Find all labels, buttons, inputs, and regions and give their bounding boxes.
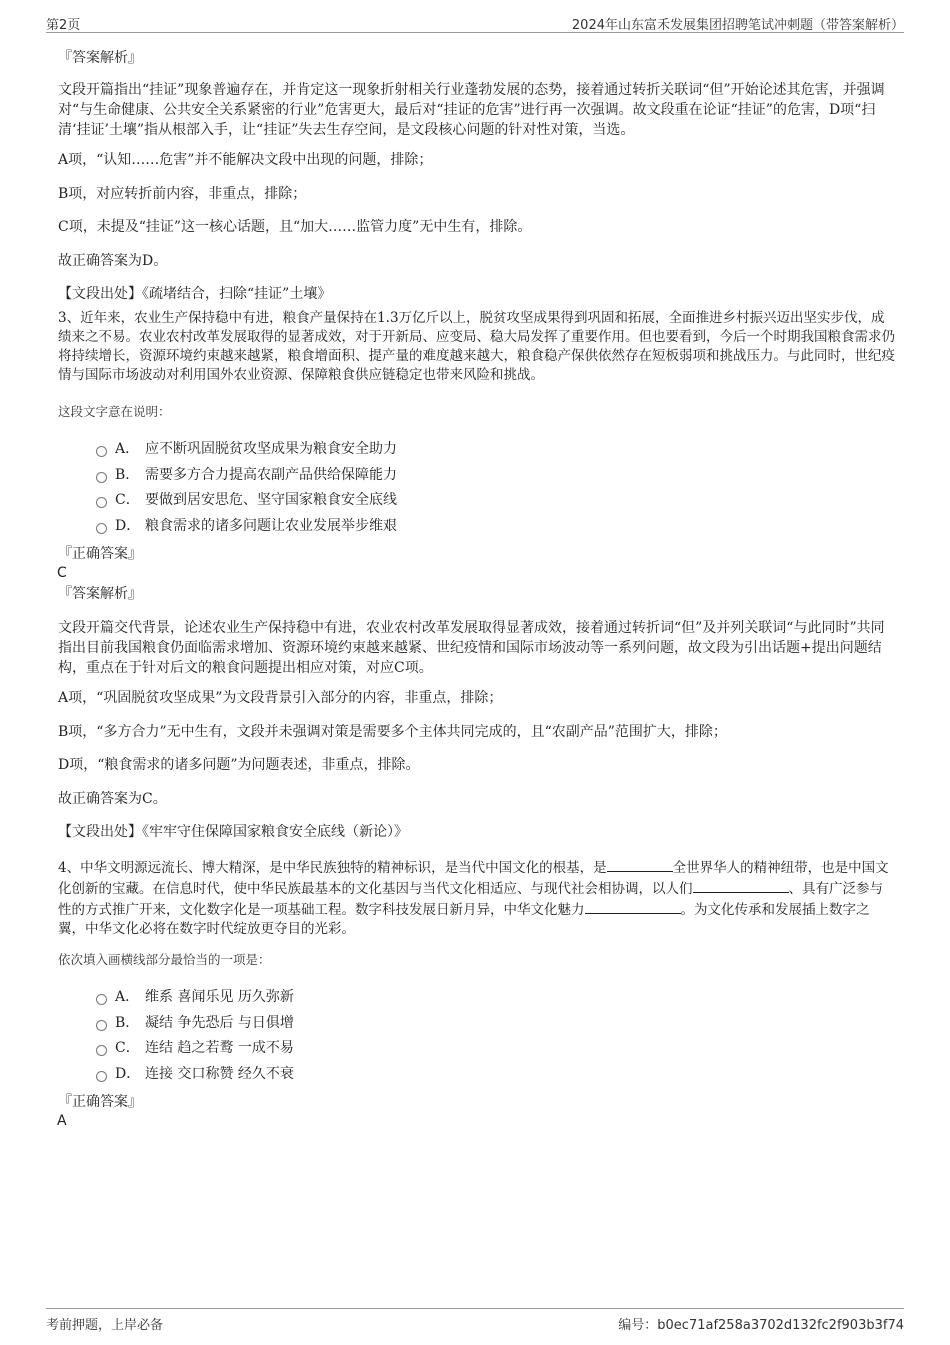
q3-analysis-text: 文段开篇交代背景，论述农业生产保持稳中有进，农业农村改革发展取得显著成效，接着通过转折词“但”及并列关联词“与此同时”共同指出目前我国粮食仍面临需求增加、资源环境约束越来越紧、世纪疫情和国际市场波动等一系列问题，故文段为引出话题+提出问题结构，重点在于针对后文的粮食问题提出相应对策，对应C项。 (58, 620, 885, 676)
radio-icon[interactable] (96, 446, 107, 457)
q4-option-c[interactable]: C． 连结 趋之若鹜 一成不易 (96, 1038, 294, 1058)
document-serial: 编号：b0ec71af258a3702d132fc2f903b3f74 (618, 1318, 904, 1333)
q3-option-b-analysis: B项，“多方合力”无中生有，文段并未强调对策是需要多个主体共同完成的，且“农副产品”范围扩大，排除； (58, 724, 727, 740)
page-number: 第2页 (46, 18, 81, 33)
q2-analysis-text: 文段开篇指出“挂证”现象普遍存在，并肯定这一现象折射相关行业蓬勃发展的态势，接着通过转折关联词“但”开始论述其危害，并强调对“与生命健康、公共安全关系紧密的行业”危害更大，最后对“挂证的危害”进行再一次强调。故文段重在论证“挂证”的危害，D项“扫清‘挂证’土壤”指从根部入手，让“挂证”失去生存空间，是文段核心问题的针对性对策，当选。 (58, 82, 885, 138)
q4-answer: A (57, 1113, 67, 1129)
q2-conclusion: 故正确答案为D。 (58, 253, 168, 269)
q3-option-d-analysis: D项，“粮食需求的诸多问题”为问题表述，非重点，排除。 (58, 757, 420, 773)
q2-source: 【文段出处】《疏堵结合，扫除“挂证”土壤》 (58, 286, 332, 302)
radio-icon[interactable] (96, 1020, 107, 1031)
q4-option-b[interactable]: B． 凝结 争先恐后 与日俱增 (96, 1013, 294, 1033)
q3-stem: 这段文字意在说明： (58, 404, 171, 419)
q4-answer-label: 『正确答案』 (58, 1094, 142, 1110)
q3-option-a-analysis: A项，“巩固脱贫攻坚成果”为文段背景引入部分的内容，非重点，排除； (58, 690, 503, 706)
q4-stem: 依次填入画横线部分最恰当的一项是： (58, 952, 271, 967)
q3-conclusion: 故正确答案为C。 (58, 791, 167, 807)
q4-option-d[interactable]: D． 连接 交口称赞 经久不衰 (96, 1064, 294, 1084)
q3-option-b[interactable]: B． 需要多方合力提高农副产品供给保障能力 (96, 465, 397, 485)
document-title: 2024年山东富禾发展集团招聘笔试冲刺题（带答案解析） (571, 18, 904, 33)
q2-option-b-analysis: B项，对应转折前内容，非重点，排除； (58, 186, 307, 202)
q4-option-a[interactable]: A． 维系 喜闻乐见 历久弥新 (96, 987, 294, 1007)
fill-blank-3 (585, 899, 681, 914)
radio-icon[interactable] (96, 523, 107, 534)
q2-option-a-analysis: A项，“认知……危害”并不能解决文段中出现的问题，排除； (58, 152, 433, 168)
q2-option-c-analysis: C项，未提及“挂证”这一核心话题，且“加大……监管力度”无中生有，排除。 (58, 219, 532, 235)
radio-icon[interactable] (96, 1045, 107, 1056)
q3-answer-label: 『正确答案』 (58, 546, 142, 562)
radio-icon[interactable] (96, 994, 107, 1005)
radio-icon[interactable] (96, 472, 107, 483)
q2-analysis-label: 『答案解析』 (58, 50, 142, 66)
page-header (46, 14, 904, 33)
footer-slogan: 考前押题，上岸必备 (46, 1318, 164, 1333)
q3-option-a[interactable]: A． 应不断巩固脱贫攻坚成果为粮食安全助力 (96, 439, 397, 459)
radio-icon[interactable] (96, 1071, 107, 1082)
page-footer (46, 1308, 904, 1333)
fill-blank-2 (693, 878, 789, 893)
q3-source: 【文段出处】《牢牢守住保障国家粮食安全底线（新论）》 (58, 824, 408, 840)
q3-analysis-label: 『答案解析』 (58, 586, 142, 602)
q4-question-text: 4、中华文明源远流长、博大精深，是中华民族独特的精神标识，是当代中国文化的根基，是 全世界华人的精神纽带，也是中国文化创新的宝藏。在信息时代，使中华民族最基本的文化基因与当代文化相适应、与现代社会相协调，以人们 、具有广泛参与性的方式推广开来，文化数字化是一项基础工程。数字科技发展日新月异，中华文化魅力 。为文化传承和发展插上数字之翼，中华文化必将在数字时代绽放更夺目的光彩。 (58, 857, 896, 939)
q3-answer: C (57, 565, 67, 581)
fill-blank-1 (607, 857, 673, 872)
q3-question-text: 3、近年来，农业生产保持稳中有进，粮食产量保持在1.3万亿斤以上，脱贫攻坚成果得到巩固和拓展，全面推进乡村振兴迈出坚实步伐，成绩来之不易。农业农村改革发展取得的显著成效，对于开新局、应变局、稳大局发挥了重要作用。但也要看到，今后一个时期我国粮食需求仍将持续增长，资源环境约束越来越紧，粮食增面积、提产量的难度越来越大，粮食稳产保供依然存在短板弱项和挑战压力。与此同时，世纪疫情与国际市场波动对利用国外农业资源、保障粮食供应链稳定也带来风险和挑战。 (58, 310, 895, 383)
q3-option-c[interactable]: C． 要做到居安思危、坚守国家粮食安全底线 (96, 490, 397, 510)
q3-option-d[interactable]: D． 粮食需求的诸多问题让农业发展举步维艰 (96, 516, 397, 536)
radio-icon[interactable] (96, 497, 107, 508)
